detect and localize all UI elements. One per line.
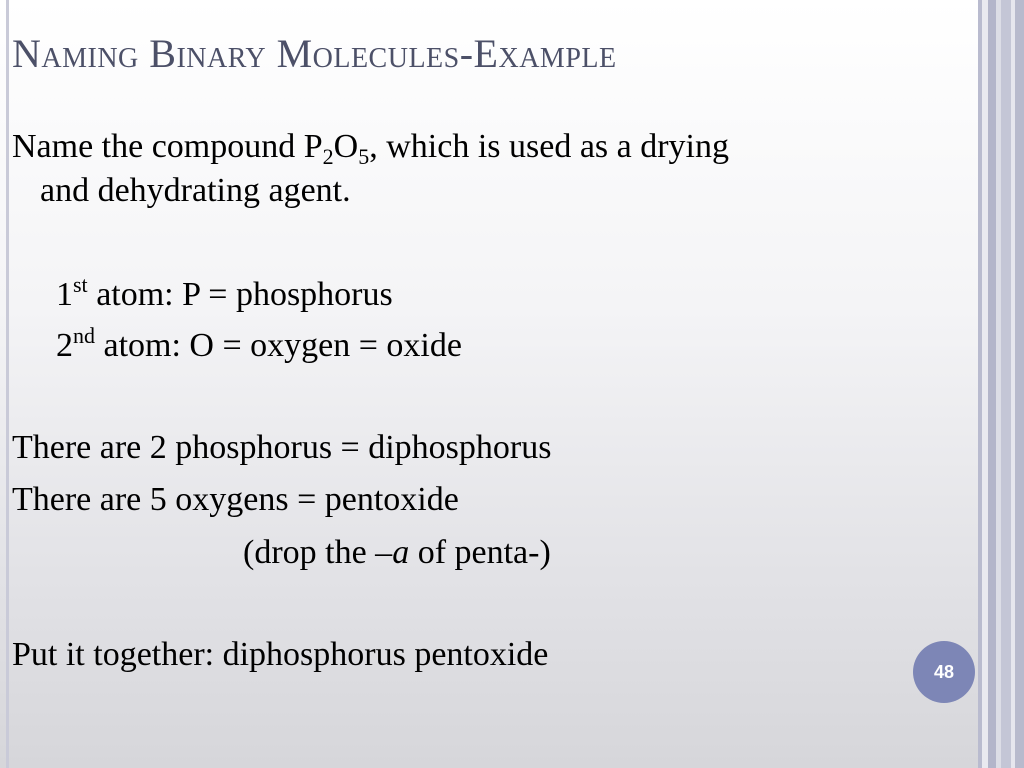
second-atom-line: 2nd atom: O = oxygen = oxide: [56, 323, 462, 364]
left-accent-rule: [6, 0, 9, 768]
intro-line: Name the compound $P_2O_5$, which is used as a drying: [12, 128, 730, 169]
intro-continuation: and dehydrating agent.: [40, 172, 351, 209]
slide-title: Naming Binary Molecules-Example: [12, 31, 617, 76]
page-number-badge: 48: [913, 641, 975, 703]
first-atom-line: 1st atom: P = phosphorus: [56, 272, 393, 313]
phosphorus-count-line: There are 2 phosphorus = diphosphorus: [12, 429, 552, 466]
oxygen-count-line: There are 5 oxygens = pentoxide: [12, 481, 459, 518]
conclusion-line: Put it together: diphosphorus pentoxide: [12, 636, 549, 673]
drop-note: (drop the –a of penta-): [243, 534, 551, 571]
right-decorative-stripes: [978, 0, 1024, 768]
